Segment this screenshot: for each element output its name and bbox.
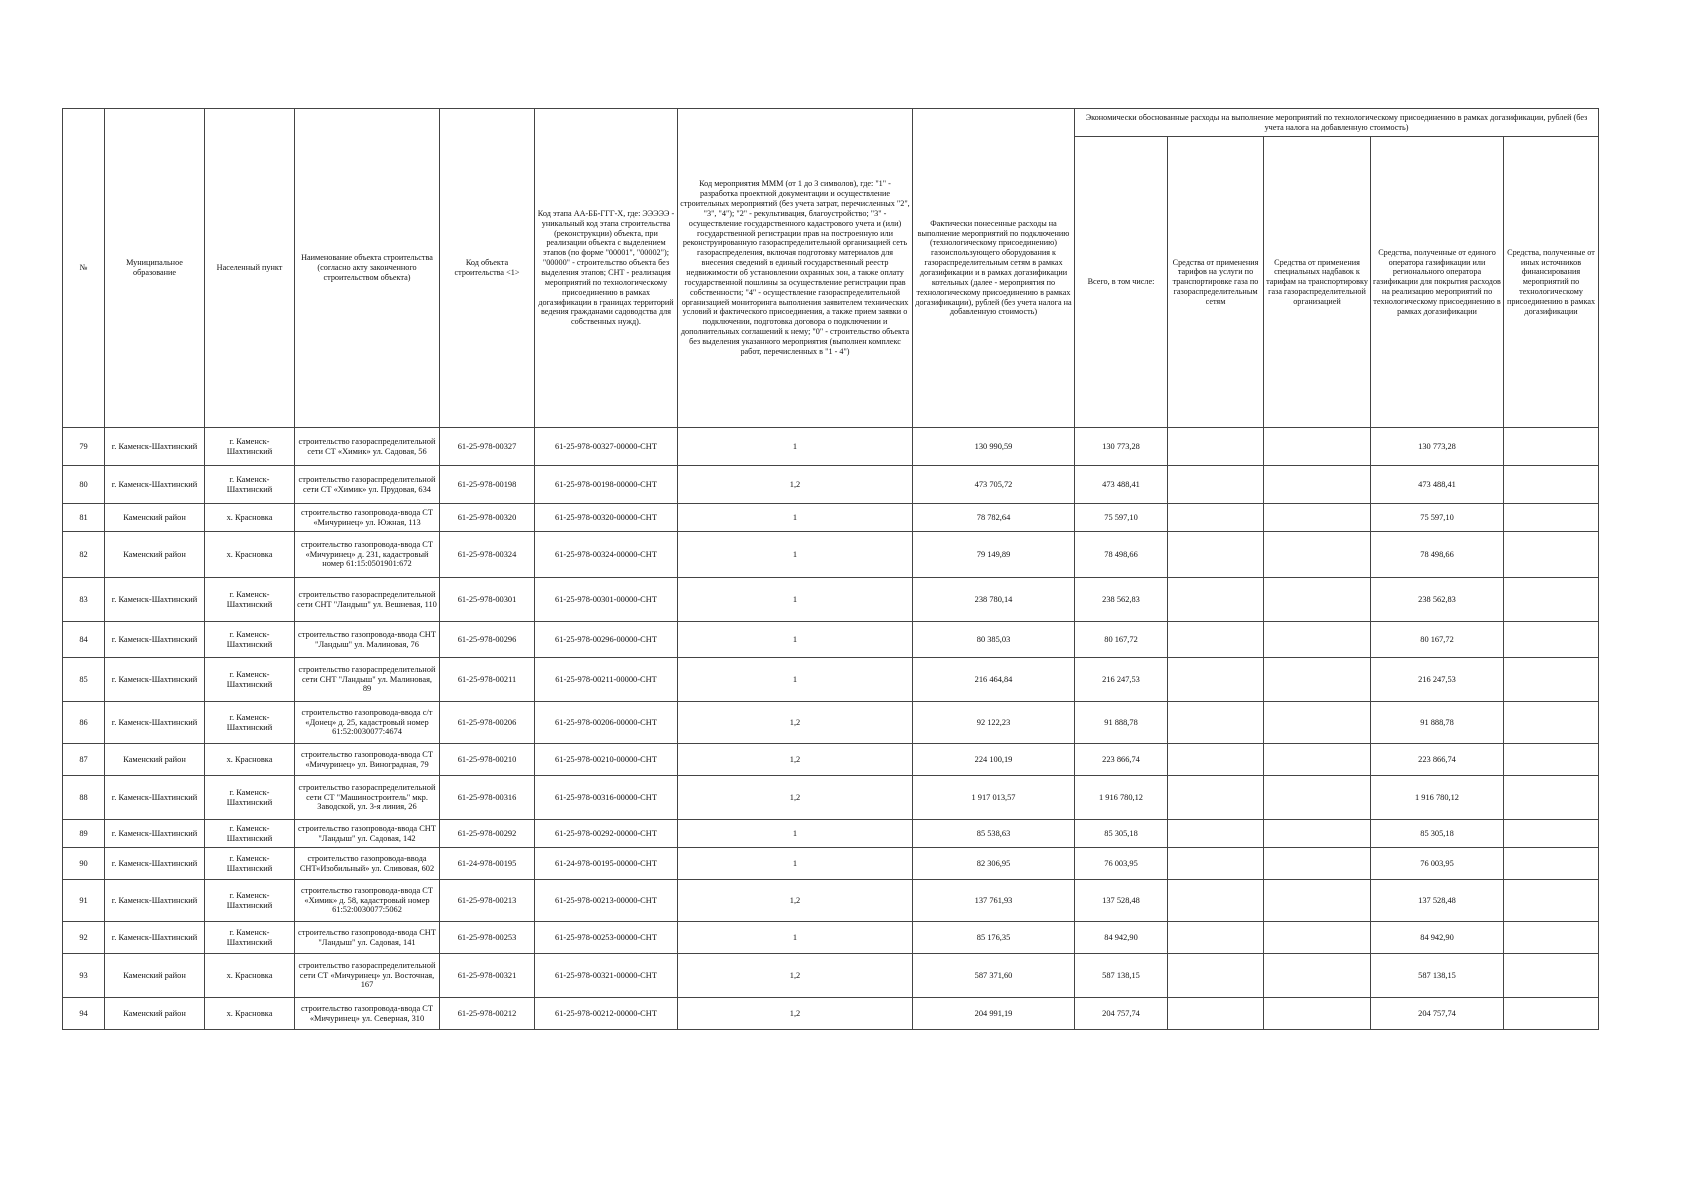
cell-other	[1504, 998, 1599, 1030]
table-row	[63, 702, 1599, 744]
table-row	[63, 466, 1599, 504]
cell-total: 223 866,74	[1075, 744, 1168, 776]
cell-total: 216 247,53	[1075, 658, 1168, 702]
cell-other	[1504, 848, 1599, 880]
cell-municipality: Каменский район	[105, 954, 205, 998]
cell-tariff	[1168, 744, 1264, 776]
header-num: №	[63, 109, 105, 428]
cell-num: 86	[63, 702, 105, 744]
cell-other	[1504, 744, 1599, 776]
cell-surcharge	[1264, 744, 1371, 776]
cell-stage-code: 61-25-978-00316-00000-СНТ	[535, 776, 678, 820]
cell-municipality: г. Каменск-Шахтинский	[105, 880, 205, 922]
cell-total: 85 305,18	[1075, 820, 1168, 848]
cell-actual-costs: 130 990,59	[913, 428, 1075, 466]
cell-total: 473 488,41	[1075, 466, 1168, 504]
cell-event-code: 1	[678, 922, 913, 954]
cell-num: 83	[63, 578, 105, 622]
cell-event-code: 1,2	[678, 776, 913, 820]
cell-operator: 1 916 780,12	[1371, 776, 1504, 820]
cell-tariff	[1168, 658, 1264, 702]
cell-settlement: г. Каменск-Шахтинский	[205, 702, 295, 744]
cell-tariff	[1168, 466, 1264, 504]
cell-tariff	[1168, 820, 1264, 848]
cell-other	[1504, 954, 1599, 998]
cell-object-code: 61-25-978-00324	[440, 532, 535, 578]
header-tariff: Средства от применения тарифов на услуги по транспортировке газа по газораспределительным сетям	[1168, 137, 1264, 428]
cell-municipality: Каменский район	[105, 504, 205, 532]
cell-stage-code: 61-25-978-00296-00000-СНТ	[535, 622, 678, 658]
cell-num: 94	[63, 998, 105, 1030]
cell-actual-costs: 78 782,64	[913, 504, 1075, 532]
cell-stage-code: 61-25-978-00327-00000-СНТ	[535, 428, 678, 466]
cell-operator: 238 562,83	[1371, 578, 1504, 622]
cell-municipality: Каменский район	[105, 532, 205, 578]
cell-settlement: г. Каменск-Шахтинский	[205, 578, 295, 622]
cell-num: 81	[63, 504, 105, 532]
cell-municipality: г. Каменск-Шахтинский	[105, 820, 205, 848]
cell-stage-code: 61-25-978-00213-00000-СНТ	[535, 880, 678, 922]
table-row	[63, 578, 1599, 622]
cell-stage-code: 61-25-978-00206-00000-СНТ	[535, 702, 678, 744]
cell-num: 92	[63, 922, 105, 954]
document-sheet	[62, 108, 1599, 1030]
cell-num: 79	[63, 428, 105, 466]
cell-event-code: 1,2	[678, 998, 913, 1030]
cell-object-code: 61-25-978-00211	[440, 658, 535, 702]
cell-tariff	[1168, 504, 1264, 532]
table-header	[63, 109, 1599, 428]
cell-stage-code: 61-25-978-00301-00000-СНТ	[535, 578, 678, 622]
cell-municipality: г. Каменск-Шахтинский	[105, 578, 205, 622]
header-settlement: Населенный пункт	[205, 109, 295, 428]
cell-other	[1504, 466, 1599, 504]
cell-municipality: г. Каменск-Шахтинский	[105, 658, 205, 702]
cell-surcharge	[1264, 466, 1371, 504]
cell-object-name: строительство газопровода-ввода СТ «Мичуринец» ул. Южная, 113	[295, 504, 440, 532]
cell-surcharge	[1264, 658, 1371, 702]
cell-operator: 85 305,18	[1371, 820, 1504, 848]
cell-settlement: х. Красновка	[205, 744, 295, 776]
cell-num: 82	[63, 532, 105, 578]
cell-actual-costs: 85 176,35	[913, 922, 1075, 954]
cell-operator: 204 757,74	[1371, 998, 1504, 1030]
cell-municipality: Каменский район	[105, 744, 205, 776]
table-row	[63, 820, 1599, 848]
cell-operator: 91 888,78	[1371, 702, 1504, 744]
cell-tariff	[1168, 578, 1264, 622]
cell-municipality: г. Каменск-Шахтинский	[105, 428, 205, 466]
cell-operator: 223 866,74	[1371, 744, 1504, 776]
cell-object-name: строительство газопровода-ввода СНТ«Изобильный» ул. Сливовая, 602	[295, 848, 440, 880]
cell-surcharge	[1264, 702, 1371, 744]
cell-other	[1504, 532, 1599, 578]
table-row	[63, 776, 1599, 820]
cell-operator: 75 597,10	[1371, 504, 1504, 532]
cell-event-code: 1	[678, 578, 913, 622]
cell-object-name: строительство газораспределительной сети СТ "Машиностроитель" мкр. Заводской, ул. 3-я линия, 26	[295, 776, 440, 820]
header-stage-code: Код этапа АА-ББ-ГГГ-Х, где: ЭЭЭЭЭ - уникальный код этапа строительства (реконструкции) объекта, при реализации объекта с выделением этапов (по форме "00001", "00002"); "00000" - строительство объекта без выделения этапов; СНТ - реализация мероприятий по технологическому присоединению в рамках догазификации в границах территорий ведения гражданами садоводства для собственных нужд).	[535, 109, 678, 428]
cell-operator: 216 247,53	[1371, 658, 1504, 702]
cell-settlement: г. Каменск-Шахтинский	[205, 820, 295, 848]
cell-settlement: х. Красновка	[205, 504, 295, 532]
cell-num: 85	[63, 658, 105, 702]
cell-surcharge	[1264, 848, 1371, 880]
cell-tariff	[1168, 776, 1264, 820]
cell-num: 80	[63, 466, 105, 504]
cell-object-name: строительство газопровода-ввода СТ «Химик» д. 58, кадастровый номер 61:52:0030077:5062	[295, 880, 440, 922]
cell-other	[1504, 820, 1599, 848]
cell-actual-costs: 79 149,89	[913, 532, 1075, 578]
cell-settlement: х. Красновка	[205, 954, 295, 998]
cell-surcharge	[1264, 880, 1371, 922]
cell-surcharge	[1264, 776, 1371, 820]
cell-total: 75 597,10	[1075, 504, 1168, 532]
cell-total: 78 498,66	[1075, 532, 1168, 578]
cell-total: 1 916 780,12	[1075, 776, 1168, 820]
cell-event-code: 1	[678, 532, 913, 578]
cell-other	[1504, 880, 1599, 922]
cell-operator: 130 773,28	[1371, 428, 1504, 466]
cell-actual-costs: 1 917 013,57	[913, 776, 1075, 820]
cell-object-code: 61-25-978-00296	[440, 622, 535, 658]
cell-municipality: г. Каменск-Шахтинский	[105, 466, 205, 504]
cell-settlement: г. Каменск-Шахтинский	[205, 880, 295, 922]
cell-municipality: Каменский район	[105, 998, 205, 1030]
cell-total: 204 757,74	[1075, 998, 1168, 1030]
cell-event-code: 1	[678, 504, 913, 532]
header-object-name: Наименование объекта строительства (согласно акту законченного строительством объекта)	[295, 109, 440, 428]
cell-settlement: г. Каменск-Шахтинский	[205, 428, 295, 466]
cell-object-code: 61-24-978-00195	[440, 848, 535, 880]
cell-other	[1504, 922, 1599, 954]
cell-object-name: строительство газопровода-ввода СТ «Мичуринец» ул. Виноградная, 79	[295, 744, 440, 776]
cell-tariff	[1168, 922, 1264, 954]
cell-other	[1504, 428, 1599, 466]
cell-other	[1504, 578, 1599, 622]
cell-settlement: г. Каменск-Шахтинский	[205, 922, 295, 954]
cell-surcharge	[1264, 504, 1371, 532]
cell-surcharge	[1264, 820, 1371, 848]
header-other: Средства, полученные от иных источников финансирования мероприятий по технологическому присоединению в рамках догазификации	[1504, 137, 1599, 428]
cell-stage-code: 61-24-978-00195-00000-СНТ	[535, 848, 678, 880]
table-row	[63, 428, 1599, 466]
cell-settlement: г. Каменск-Шахтинский	[205, 622, 295, 658]
cell-surcharge	[1264, 954, 1371, 998]
cell-tariff	[1168, 428, 1264, 466]
cell-object-name: строительство газораспределительной сети СТ «Мичуринец» ул. Восточная, 167	[295, 954, 440, 998]
cell-operator: 80 167,72	[1371, 622, 1504, 658]
cell-tariff	[1168, 848, 1264, 880]
cell-surcharge	[1264, 922, 1371, 954]
cell-actual-costs: 224 100,19	[913, 744, 1075, 776]
cell-surcharge	[1264, 428, 1371, 466]
cell-stage-code: 61-25-978-00320-00000-СНТ	[535, 504, 678, 532]
table-row	[63, 922, 1599, 954]
header-operator: Средства, полученные от единого оператора газификации или регионального оператора газификации для покрытия расходов на реализацию мероприятий по технологическому присоединению в рамках догазификации	[1371, 137, 1504, 428]
cell-other	[1504, 776, 1599, 820]
cell-total: 84 942,90	[1075, 922, 1168, 954]
table-row	[63, 504, 1599, 532]
cell-settlement: г. Каменск-Шахтинский	[205, 848, 295, 880]
cell-surcharge	[1264, 532, 1371, 578]
cell-actual-costs: 80 385,03	[913, 622, 1075, 658]
cell-event-code: 1,2	[678, 702, 913, 744]
cell-other	[1504, 504, 1599, 532]
table-row	[63, 848, 1599, 880]
cell-total: 587 138,15	[1075, 954, 1168, 998]
cell-stage-code: 61-25-978-00211-00000-СНТ	[535, 658, 678, 702]
cell-actual-costs: 92 122,23	[913, 702, 1075, 744]
cell-object-code: 61-25-978-00321	[440, 954, 535, 998]
cell-operator: 76 003,95	[1371, 848, 1504, 880]
cell-event-code: 1	[678, 848, 913, 880]
cell-actual-costs: 238 780,14	[913, 578, 1075, 622]
cell-other	[1504, 622, 1599, 658]
cell-total: 80 167,72	[1075, 622, 1168, 658]
cell-event-code: 1,2	[678, 744, 913, 776]
table-body	[63, 428, 1599, 1030]
cell-event-code: 1,2	[678, 880, 913, 922]
table-row	[63, 658, 1599, 702]
cell-municipality: г. Каменск-Шахтинский	[105, 702, 205, 744]
cell-num: 91	[63, 880, 105, 922]
header-event-code: Код мероприятия МММ (от 1 до 3 символов), где: "1" - разработка проектной документации и осуществление строительных мероприятий (без учета затрат, перечисленных "2", "3", "4"); "2" - рекультивация, благоустройство; "3" - осуществление государственного кадастрового учета и (или) государственной регистрации прав на построенную или реконструированную газораспределительной организацией сеть газораспределения, включая подготовку материалов для внесения сведений в единый государственный реестр недвижимости об установлении охранных зон, а также оплату государственной пошлины за осуществление регистрации прав собственности; "4" - осуществление газораспределительной организацией мониторинга выполнения заявителем технических условий и фактического присоединения, а также прием заявки о подключении, подготовка договора о подключении и дополнительных соглашений к нему; "0" - строительство объекта без выделения указанного мероприятия (выполнен комплекс работ, перечисленных в "1 - 4")	[678, 109, 913, 428]
cell-actual-costs: 587 371,60	[913, 954, 1075, 998]
cell-stage-code: 61-25-978-00321-00000-СНТ	[535, 954, 678, 998]
table-row	[63, 954, 1599, 998]
header-surcharge: Средства от применения специальных надбавок к тарифам на транспортировку газа газораспределительной организацией	[1264, 137, 1371, 428]
table-row	[63, 622, 1599, 658]
cell-total: 76 003,95	[1075, 848, 1168, 880]
cell-actual-costs: 85 538,63	[913, 820, 1075, 848]
cell-object-code: 61-25-978-00213	[440, 880, 535, 922]
cell-actual-costs: 82 306,95	[913, 848, 1075, 880]
cell-operator: 84 942,90	[1371, 922, 1504, 954]
cell-stage-code: 61-25-978-00324-00000-СНТ	[535, 532, 678, 578]
cell-total: 137 528,48	[1075, 880, 1168, 922]
cell-object-code: 61-25-978-00292	[440, 820, 535, 848]
cell-object-code: 61-25-978-00212	[440, 998, 535, 1030]
cell-operator: 78 498,66	[1371, 532, 1504, 578]
cell-stage-code: 61-25-978-00198-00000-СНТ	[535, 466, 678, 504]
cell-stage-code: 61-25-978-00292-00000-СНТ	[535, 820, 678, 848]
cell-tariff	[1168, 998, 1264, 1030]
cell-operator: 137 528,48	[1371, 880, 1504, 922]
cell-num: 84	[63, 622, 105, 658]
cell-num: 89	[63, 820, 105, 848]
header-group-justified-costs: Экономически обоснованные расходы на выполнение мероприятий по технологическому присоединению в рамках догазификации, рублей (без учета налога на добавленную стоимость)	[1075, 109, 1599, 137]
cell-stage-code: 61-25-978-00253-00000-СНТ	[535, 922, 678, 954]
cell-surcharge	[1264, 622, 1371, 658]
cell-num: 90	[63, 848, 105, 880]
cell-stage-code: 61-25-978-00212-00000-СНТ	[535, 998, 678, 1030]
table-row	[63, 744, 1599, 776]
header-object-code: Код объекта строительства <1>	[440, 109, 535, 428]
cell-settlement: х. Красновка	[205, 998, 295, 1030]
cell-object-name: строительство газопровода-ввода СТ «Мичуринец» д. 231, кадастровый номер 61:15:0501901:672	[295, 532, 440, 578]
cell-actual-costs: 473 705,72	[913, 466, 1075, 504]
cell-municipality: г. Каменск-Шахтинский	[105, 776, 205, 820]
cell-object-code: 61-25-978-00301	[440, 578, 535, 622]
cell-object-code: 61-25-978-00316	[440, 776, 535, 820]
cell-object-code: 61-25-978-00210	[440, 744, 535, 776]
cell-event-code: 1,2	[678, 466, 913, 504]
header-actual-costs: Фактически понесенные расходы на выполнение мероприятий по подключению (технологическому присоединению) газоиспользующего оборудования к газораспределительным сетям в рамках догазификации и в рамках догазификации котельных (далее - мероприятия по технологическому присоединению в рамках догазификации), рублей (без учета налога на добавленную стоимость)	[913, 109, 1075, 428]
cell-surcharge	[1264, 998, 1371, 1030]
header-total: Всего, в том числе:	[1075, 137, 1168, 428]
cell-object-name: строительство газопровода-ввода СНТ "Ландыш" ул. Садовая, 141	[295, 922, 440, 954]
cell-municipality: г. Каменск-Шахтинский	[105, 848, 205, 880]
cell-tariff	[1168, 954, 1264, 998]
cell-object-name: строительство газопровода-ввода СНТ "Ландыш" ул. Малиновая, 76	[295, 622, 440, 658]
cell-num: 88	[63, 776, 105, 820]
cell-settlement: г. Каменск-Шахтинский	[205, 776, 295, 820]
cell-operator: 587 138,15	[1371, 954, 1504, 998]
cell-tariff	[1168, 702, 1264, 744]
cell-actual-costs: 204 991,19	[913, 998, 1075, 1030]
cell-object-code: 61-25-978-00320	[440, 504, 535, 532]
cell-actual-costs: 216 464,84	[913, 658, 1075, 702]
cell-object-name: строительство газопровода-ввода СТ «Мичуринец» ул. Северная, 310	[295, 998, 440, 1030]
cell-num: 87	[63, 744, 105, 776]
cell-object-name: строительство газораспределительной сети СНТ "Ландыш" ул. Малиновая, 89	[295, 658, 440, 702]
cell-num: 93	[63, 954, 105, 998]
cell-tariff	[1168, 880, 1264, 922]
cell-municipality: г. Каменск-Шахтинский	[105, 922, 205, 954]
gasification-costs-table	[62, 108, 1599, 1030]
cell-object-name: строительство газопровода-ввода с/т «Донец» д. 25, кадастровый номер 61:52:0030077:4674	[295, 702, 440, 744]
cell-settlement: г. Каменск-Шахтинский	[205, 466, 295, 504]
cell-event-code: 1	[678, 658, 913, 702]
cell-object-name: строительство газораспределительной сети СТ «Химик» ул. Прудовая, 634	[295, 466, 440, 504]
cell-other	[1504, 658, 1599, 702]
cell-other	[1504, 702, 1599, 744]
cell-actual-costs: 137 761,93	[913, 880, 1075, 922]
cell-total: 91 888,78	[1075, 702, 1168, 744]
header-municipality: Муниципальное образование	[105, 109, 205, 428]
cell-event-code: 1	[678, 428, 913, 466]
cell-object-code: 61-25-978-00198	[440, 466, 535, 504]
cell-total: 238 562,83	[1075, 578, 1168, 622]
cell-event-code: 1,2	[678, 954, 913, 998]
cell-settlement: г. Каменск-Шахтинский	[205, 658, 295, 702]
cell-object-code: 61-25-978-00206	[440, 702, 535, 744]
cell-tariff	[1168, 532, 1264, 578]
cell-operator: 473 488,41	[1371, 466, 1504, 504]
cell-tariff	[1168, 622, 1264, 658]
cell-event-code: 1	[678, 622, 913, 658]
cell-settlement: х. Красновка	[205, 532, 295, 578]
cell-stage-code: 61-25-978-00210-00000-СНТ	[535, 744, 678, 776]
cell-object-name: строительство газораспределительной сети СТ «Химик» ул. Садовая, 56	[295, 428, 440, 466]
cell-event-code: 1	[678, 820, 913, 848]
table-row	[63, 880, 1599, 922]
cell-object-name: строительство газораспределительной сети СНТ "Ландыш" ул. Вешневая, 110	[295, 578, 440, 622]
cell-object-code: 61-25-978-00327	[440, 428, 535, 466]
cell-total: 130 773,28	[1075, 428, 1168, 466]
cell-object-code: 61-25-978-00253	[440, 922, 535, 954]
cell-surcharge	[1264, 578, 1371, 622]
table-row	[63, 998, 1599, 1030]
cell-municipality: г. Каменск-Шахтинский	[105, 622, 205, 658]
table-row	[63, 532, 1599, 578]
cell-object-name: строительство газопровода-ввода СНТ "Ландыш" ул. Садовая, 142	[295, 820, 440, 848]
